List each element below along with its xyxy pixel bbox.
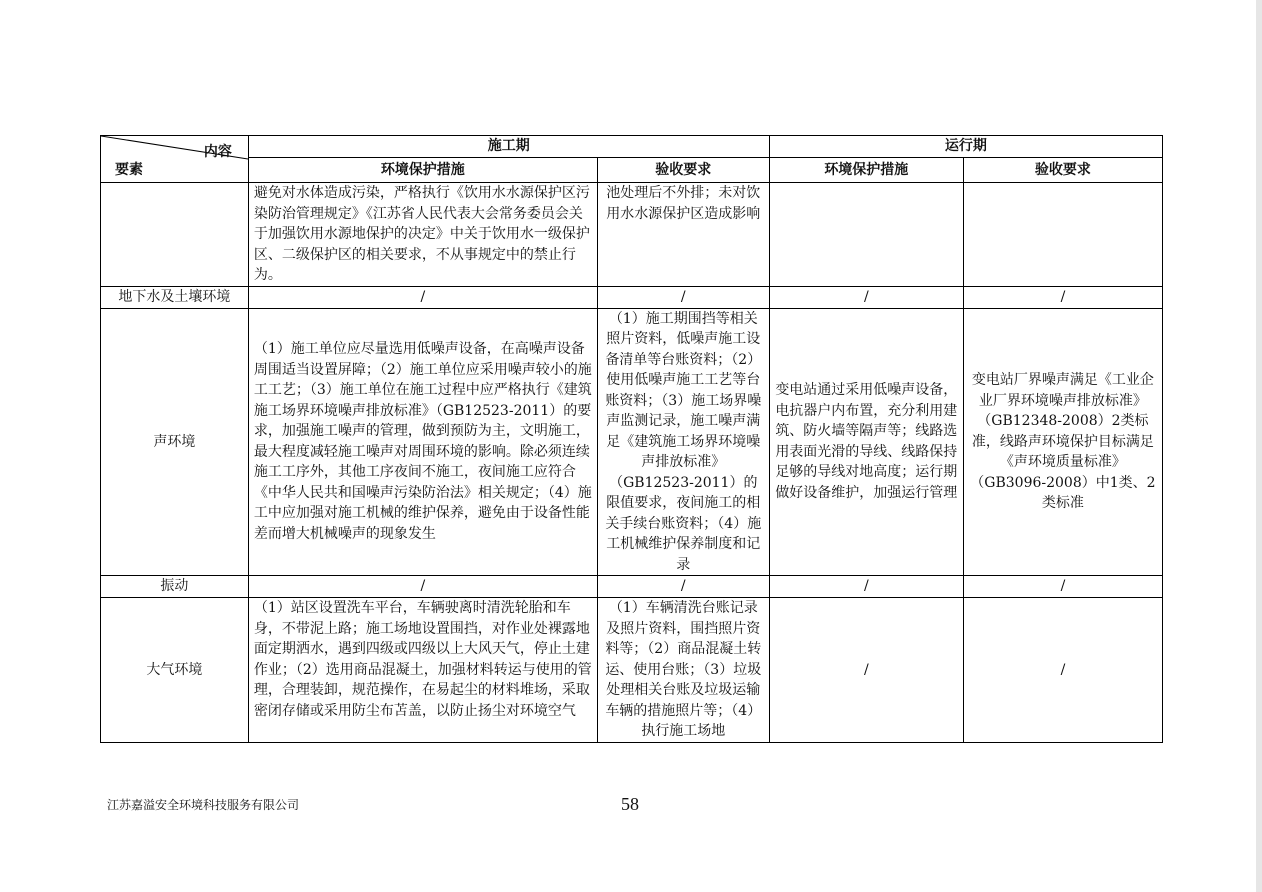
- header-operation-acceptance: 验收要求: [963, 158, 1162, 183]
- construction-acceptance-cell: （1）施工期围挡等相关照片资料，低噪声施工设备清单等台账资料；（2）使用低噪声施工工艺等台账资料；（3）施工场界噪声监测记录，施工噪声满足《建筑施工场界环境噪声排放标准》（GB12523-2011）的限值要求，夜间施工的相关手续台账资料；（4）施工机械维护保养制度和记录: [597, 308, 769, 576]
- operation-measures-cell: /: [769, 287, 963, 309]
- operation-acceptance-cell: /: [963, 287, 1162, 309]
- row-label: 振动: [101, 576, 249, 598]
- table-row-water-continued: [101, 183, 1163, 287]
- operation-measures-cell: /: [769, 598, 963, 743]
- construction-acceptance-cell: 池处理后不外排；未对饮用水水源保护区造成影响: [597, 183, 769, 287]
- construction-measures-cell: /: [248, 576, 597, 598]
- construction-measures-cell: （1）施工单位应尽量选用低噪声设备，在高噪声设备周围适当设置屏障；（2）施工单位应采用噪声较小的施工工艺；（3）施工单位在施工过程中应严格执行《建筑施工场界环境噪声排放标准》（GB12523-2011）的要求，加强施工噪声的管理，做到预防为主，文明施工，最大程度减轻施工噪声对周围环境的影响。除必须连续施工工序外，其他工序夜间不施工，夜间施工应符合《中华人民共和国噪声污染防治法》相关规定；（4）施工中应加强对施工机械的维护保养，避免由于设备性能差而增大机械噪声的现象发生: [248, 308, 597, 576]
- table-corner-header: [101, 136, 249, 183]
- row-label: 地下水及土壤环境: [101, 287, 249, 309]
- row-label: 声环境: [101, 308, 249, 576]
- row-label: 大气环境: [101, 598, 249, 743]
- operation-acceptance-cell: [963, 183, 1162, 287]
- header-construction-measures: 环境保护措施: [248, 158, 597, 183]
- header-construction-period: 施工期: [248, 136, 769, 158]
- table-row-groundwater: [101, 287, 1163, 309]
- operation-acceptance-cell: /: [963, 598, 1162, 743]
- construction-measures-cell: /: [248, 287, 597, 309]
- table-row-vibration: [101, 576, 1163, 598]
- construction-measures-cell: （1）站区设置洗车平台，车辆驶离时清洗轮胎和车身，不带泥上路；施工场地设置围挡，对作业处裸露地面定期洒水，遇到四级或四级以上大风天气，停止土建作业；（2）选用商品混凝土，加强材料转运与使用的管理，合理装卸，规范操作，在易起尘的材料堆场，采取密闭存储或采用防尘布苫盖，以防止扬尘对环境空气: [248, 598, 597, 743]
- construction-acceptance-cell: /: [597, 287, 769, 309]
- operation-measures-cell: /: [769, 576, 963, 598]
- header-operation-measures: 环境保护措施: [769, 158, 963, 183]
- page-number: 58: [621, 794, 639, 814]
- operation-acceptance-cell: /: [963, 576, 1162, 598]
- table-row-noise: [101, 308, 1163, 576]
- construction-acceptance-cell: （1）车辆清洗台账记录及照片资料，围挡照片资料等；（2）商品混凝土转运、使用台账；（3）垃圾处理相关台账及垃圾运输车辆的措施照片等；（4）执行施工场地: [597, 598, 769, 743]
- operation-measures-cell: 变电站通过采用低噪声设备，电抗器户内布置，充分利用建筑、防火墙等隔声等；线路选用表面光滑的导线、线路保持足够的导线对地高度；运行期做好设备维护，加强运行管理: [769, 308, 963, 576]
- row-label: [101, 183, 249, 287]
- corner-label-content: 内容: [203, 144, 232, 160]
- footer-company-name: 江苏嘉溢安全环境科技服务有限公司: [107, 798, 300, 812]
- header-operation-period: 运行期: [769, 136, 1162, 158]
- corner-label-element: 要素: [115, 161, 143, 178]
- construction-acceptance-cell: /: [597, 576, 769, 598]
- operation-acceptance-cell: 变电站厂界噪声满足《工业企业厂界环境噪声排放标准》（GB12348-2008）2类标准，线路声环境保护目标满足《声环境质量标准》（GB3096-2008）中1类、2类标准: [963, 308, 1162, 576]
- operation-measures-cell: [769, 183, 963, 287]
- page-edge: [1256, 0, 1262, 892]
- table-row-air: [101, 598, 1163, 743]
- environmental-measures-table: [100, 135, 1163, 743]
- header-construction-acceptance: 验收要求: [597, 158, 769, 183]
- construction-measures-cell: 避免对水体造成污染，严格执行《饮用水水源保护区污染防治管理规定》《江苏省人民代表大会常务委员会关于加强饮用水源地保护的决定》中关于饮用水一级保护区、二级保护区的相关要求，不从事规定中的禁止行为。: [248, 183, 597, 287]
